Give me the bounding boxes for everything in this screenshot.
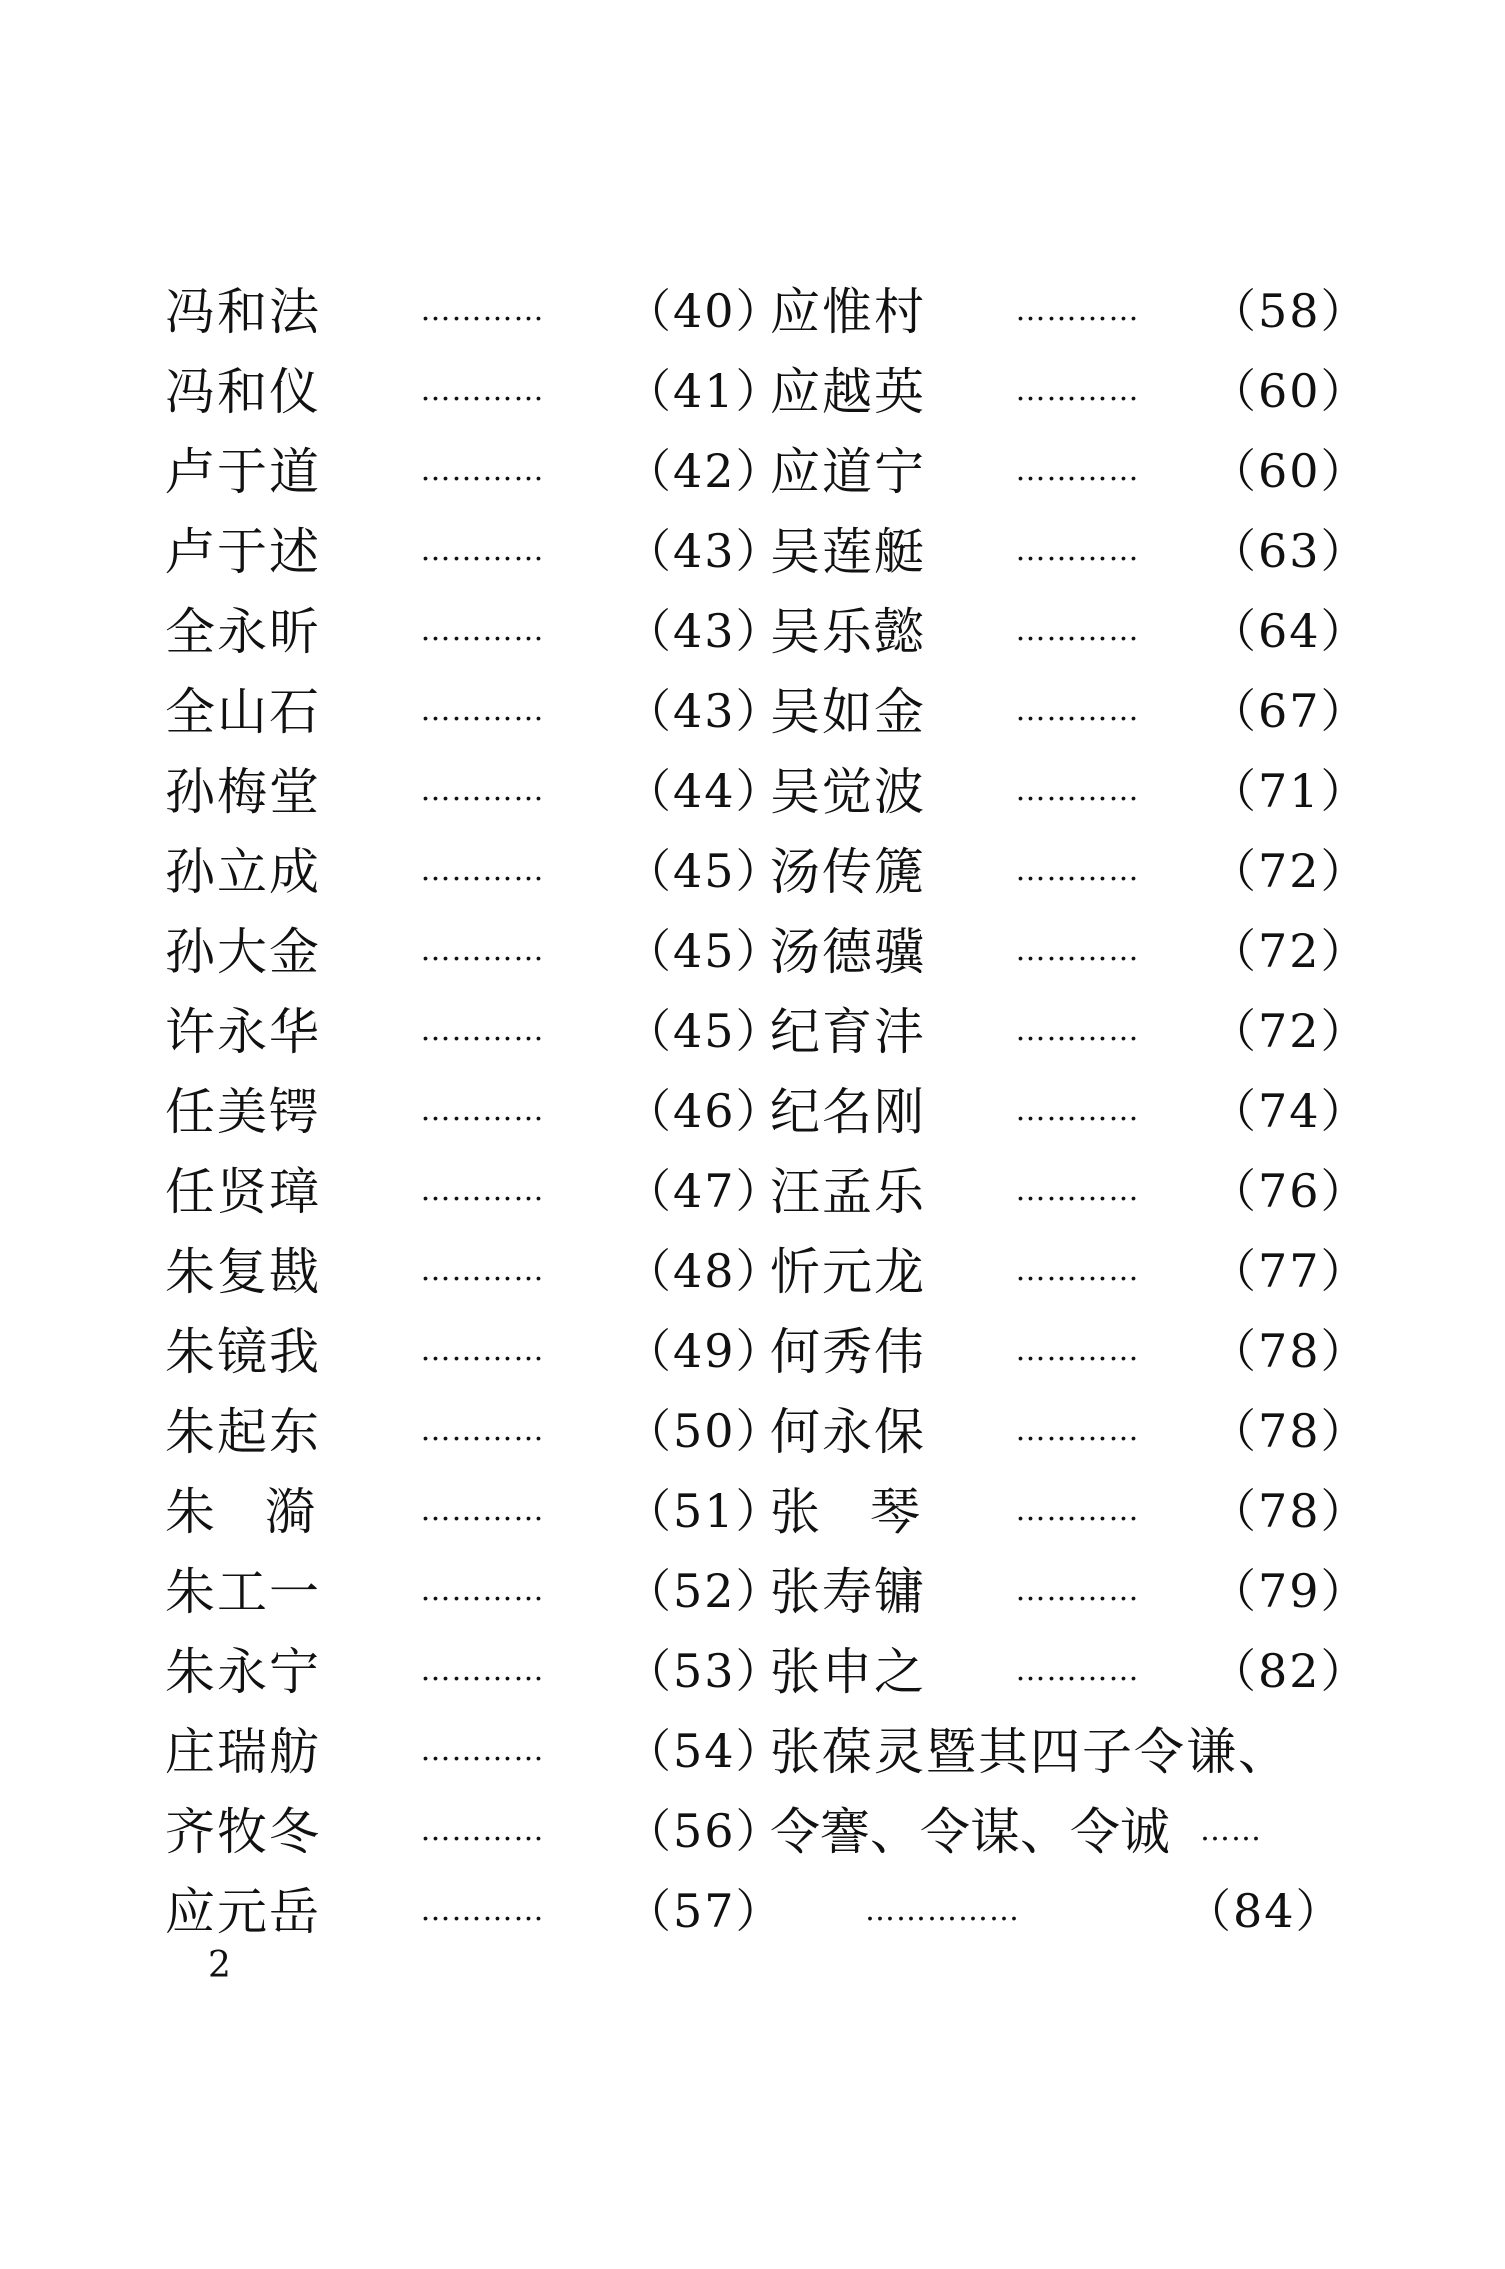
leader-dots: …………: [420, 1812, 545, 1848]
toc-entry: [770, 588, 1369, 668]
entry-name: 汤传篪: [770, 843, 926, 901]
entry-page: （60）: [1210, 444, 1369, 498]
toc-entry: [165, 1548, 784, 1628]
leader-dots: …………: [420, 932, 545, 968]
entry-page: （42）: [625, 444, 784, 498]
entry-page: （72）: [1210, 924, 1369, 978]
toc-entry: [165, 668, 784, 748]
leader-dots: ……: [1200, 1812, 1262, 1848]
entry-name-line1: 张葆灵暨其四子令谦、: [770, 1723, 1290, 1781]
entry-page: （41）: [625, 364, 784, 418]
leader-dots: …………: [420, 1652, 545, 1688]
leader-dots: …………: [420, 612, 545, 648]
leader-dots: …………: [1015, 1332, 1140, 1368]
entry-name: 全山石: [165, 683, 321, 741]
toc-entry-multiline-line3: [770, 1868, 1344, 1948]
leader-dots: …………: [1015, 1252, 1140, 1288]
entry-name: 冯和仪: [165, 363, 321, 421]
leader-dots: …………: [420, 1892, 545, 1928]
entry-name: 纪育沣: [770, 1003, 926, 1061]
leader-dots: …………: [1015, 852, 1140, 888]
toc-entry: [165, 1068, 784, 1148]
toc-entry-multiline-line1: [770, 1708, 1340, 1788]
toc-entry: [770, 268, 1369, 348]
toc-entry: [770, 988, 1369, 1068]
toc-entry: [165, 1308, 784, 1388]
toc-entry-multiline-line2: [770, 1788, 1340, 1868]
entry-page: （46）: [625, 1084, 784, 1138]
leader-dots: …………: [420, 1412, 545, 1448]
entry-name: 何永保: [770, 1403, 926, 1461]
leader-dots: …………: [420, 292, 545, 328]
entry-name: 孙立成: [165, 843, 321, 901]
entry-name: 应越英: [770, 363, 926, 421]
leader-dots: …………: [420, 1252, 545, 1288]
entry-page: （58）: [1210, 284, 1369, 338]
leader-dots: …………: [420, 532, 545, 568]
entry-page: （53）: [625, 1644, 784, 1698]
entry-name: 朱 漪: [165, 1483, 315, 1541]
entry-name: 汤德骥: [770, 923, 926, 981]
leader-dots: …………: [420, 452, 545, 488]
entry-page: （50）: [625, 1404, 784, 1458]
entry-page: （45）: [625, 844, 784, 898]
entry-page: （56）: [625, 1804, 784, 1858]
toc-entry: [770, 1148, 1369, 1228]
toc-entry: [770, 828, 1369, 908]
leader-dots: …………: [1015, 1492, 1140, 1528]
toc-entry: [165, 1868, 784, 1948]
entry-page: （74）: [1210, 1084, 1369, 1138]
entry-page: （78）: [1210, 1404, 1369, 1458]
entry-name: 应道宁: [770, 443, 926, 501]
toc-entry: [770, 1548, 1369, 1628]
toc-entry: [770, 1388, 1369, 1468]
entry-page: （72）: [1210, 844, 1369, 898]
entry-name: 张 琴: [770, 1483, 920, 1541]
entry-page: （52）: [625, 1564, 784, 1618]
leader-dots: …………: [420, 852, 545, 888]
leader-dots: …………: [420, 1732, 545, 1768]
leader-dots: …………: [420, 1092, 545, 1128]
leader-dots: …………: [1015, 1572, 1140, 1608]
entry-name: 齐牧冬: [165, 1803, 321, 1861]
toc-entry: [770, 908, 1369, 988]
entry-page: （71）: [1210, 764, 1369, 818]
entry-page: （48）: [625, 1244, 784, 1298]
toc-entry: [770, 428, 1369, 508]
toc-entry: [770, 1628, 1369, 1708]
entry-name: 孙大金: [165, 923, 321, 981]
leader-dots: …………: [1015, 1652, 1140, 1688]
toc-entry: [165, 1228, 784, 1308]
entry-page: （47）: [625, 1164, 784, 1218]
entry-name: 冯和法: [165, 283, 321, 341]
entry-name: 朱起东: [165, 1403, 321, 1461]
entry-page: （76）: [1210, 1164, 1369, 1218]
leader-dots: …………: [1015, 692, 1140, 728]
entry-page: （45）: [625, 924, 784, 978]
toc-entry: [165, 828, 784, 908]
leader-dots: …………: [420, 1332, 545, 1368]
entry-name: 朱镜我: [165, 1323, 321, 1381]
entry-page: （84）: [1185, 1884, 1344, 1938]
entry-name: 许永华: [165, 1003, 321, 1061]
entry-page: （67）: [1210, 684, 1369, 738]
toc-entry: [165, 1468, 784, 1548]
entry-page: （40）: [625, 284, 784, 338]
entry-name: 朱工一: [165, 1563, 321, 1621]
entry-name: 吴莲艇: [770, 523, 926, 581]
entry-name: 任贤璋: [165, 1163, 321, 1221]
entry-name: 任美锷: [165, 1083, 321, 1141]
entry-page: （44）: [625, 764, 784, 818]
entry-name: 庄瑞舫: [165, 1723, 321, 1781]
toc-entry: [770, 1068, 1369, 1148]
toc-entry: [165, 1388, 784, 1468]
entry-page: （43）: [625, 604, 784, 658]
entry-page: （63）: [1210, 524, 1369, 578]
leader-dots: …………: [1015, 1012, 1140, 1048]
leader-dots: …………: [1015, 532, 1140, 568]
entry-name: 吴乐懿: [770, 603, 926, 661]
leader-dots: …………: [420, 1492, 545, 1528]
entry-page: （78）: [1210, 1324, 1369, 1378]
leader-dots: …………: [420, 772, 545, 808]
entry-page: （43）: [625, 524, 784, 578]
entry-name: 卢于述: [165, 523, 321, 581]
toc-entry: [165, 988, 784, 1068]
toc-left-column: [165, 268, 784, 1948]
toc-entry: [165, 748, 784, 828]
toc-entry: [770, 748, 1369, 828]
toc-entry: [770, 348, 1369, 428]
leader-dots: …………: [1015, 932, 1140, 968]
entry-name: 朱永宁: [165, 1643, 321, 1701]
entry-name: 应元岳: [165, 1883, 321, 1941]
entry-name: 全永昕: [165, 603, 321, 661]
toc-entry: [165, 1148, 784, 1228]
leader-dots: …………: [420, 1572, 545, 1608]
toc-entry: [165, 428, 784, 508]
toc-entry: [165, 1788, 784, 1868]
toc-right-column: [770, 268, 1369, 1948]
toc-entry: [165, 268, 784, 348]
leader-dots: …………: [1015, 292, 1140, 328]
leader-dots: …………: [1015, 1092, 1140, 1128]
toc-entry: [770, 1228, 1369, 1308]
entry-page: （72）: [1210, 1004, 1369, 1058]
leader-dots: …………: [1015, 372, 1140, 408]
toc-entry: [165, 588, 784, 668]
leader-dots: …………: [420, 372, 545, 408]
toc-entry: [770, 508, 1369, 588]
entry-page: （43）: [625, 684, 784, 738]
leader-dots: …………: [1015, 772, 1140, 808]
entry-page: （64）: [1210, 604, 1369, 658]
entry-name: 朱复戡: [165, 1243, 321, 1301]
leader-dots: …………: [1015, 452, 1140, 488]
entry-name: 张申之: [770, 1643, 926, 1701]
entry-name: 张寿镛: [770, 1563, 926, 1621]
entry-name: 吴觉波: [770, 763, 926, 821]
entry-page: （54）: [625, 1724, 784, 1778]
leader-dots: …………: [1015, 612, 1140, 648]
entry-name: 吴如金: [770, 683, 926, 741]
entry-name: 汪孟乐: [770, 1163, 926, 1221]
leader-dots: …………: [1015, 1172, 1140, 1208]
leader-dots: …………: [420, 692, 545, 728]
entry-name: 忻元龙: [770, 1243, 926, 1301]
toc-entry: [770, 1308, 1369, 1388]
leader-dots: …………: [1015, 1412, 1140, 1448]
entry-name: 何秀伟: [770, 1323, 926, 1381]
entry-name: 纪名刚: [770, 1083, 926, 1141]
toc-entry: [165, 1628, 784, 1708]
entry-page: （77）: [1210, 1244, 1369, 1298]
entry-name: 孙梅堂: [165, 763, 321, 821]
toc-entry: [165, 508, 784, 588]
entry-page: （79）: [1210, 1564, 1369, 1618]
entry-name: 卢于道: [165, 443, 321, 501]
entry-page: （45）: [625, 1004, 784, 1058]
toc-entry: [165, 908, 784, 988]
leader-dots: …………: [420, 1172, 545, 1208]
entry-page: （49）: [625, 1324, 784, 1378]
leader-dots: …………: [420, 1012, 545, 1048]
entry-name-line2: 令謇、令谋、令诚: [770, 1803, 1170, 1861]
toc-entry: [165, 1708, 784, 1788]
toc-entry: [770, 668, 1369, 748]
entry-page: （51）: [625, 1484, 784, 1538]
toc-entry: [770, 1468, 1369, 1548]
page-number: 2: [208, 1945, 231, 1986]
entry-page: （82）: [1210, 1644, 1369, 1698]
entry-name: 应惟村: [770, 283, 926, 341]
entry-page: （78）: [1210, 1484, 1369, 1538]
leader-dots: ……………: [865, 1892, 1020, 1928]
toc-entry: [165, 348, 784, 428]
entry-page: （60）: [1210, 364, 1369, 418]
entry-page: （57）: [625, 1884, 784, 1938]
